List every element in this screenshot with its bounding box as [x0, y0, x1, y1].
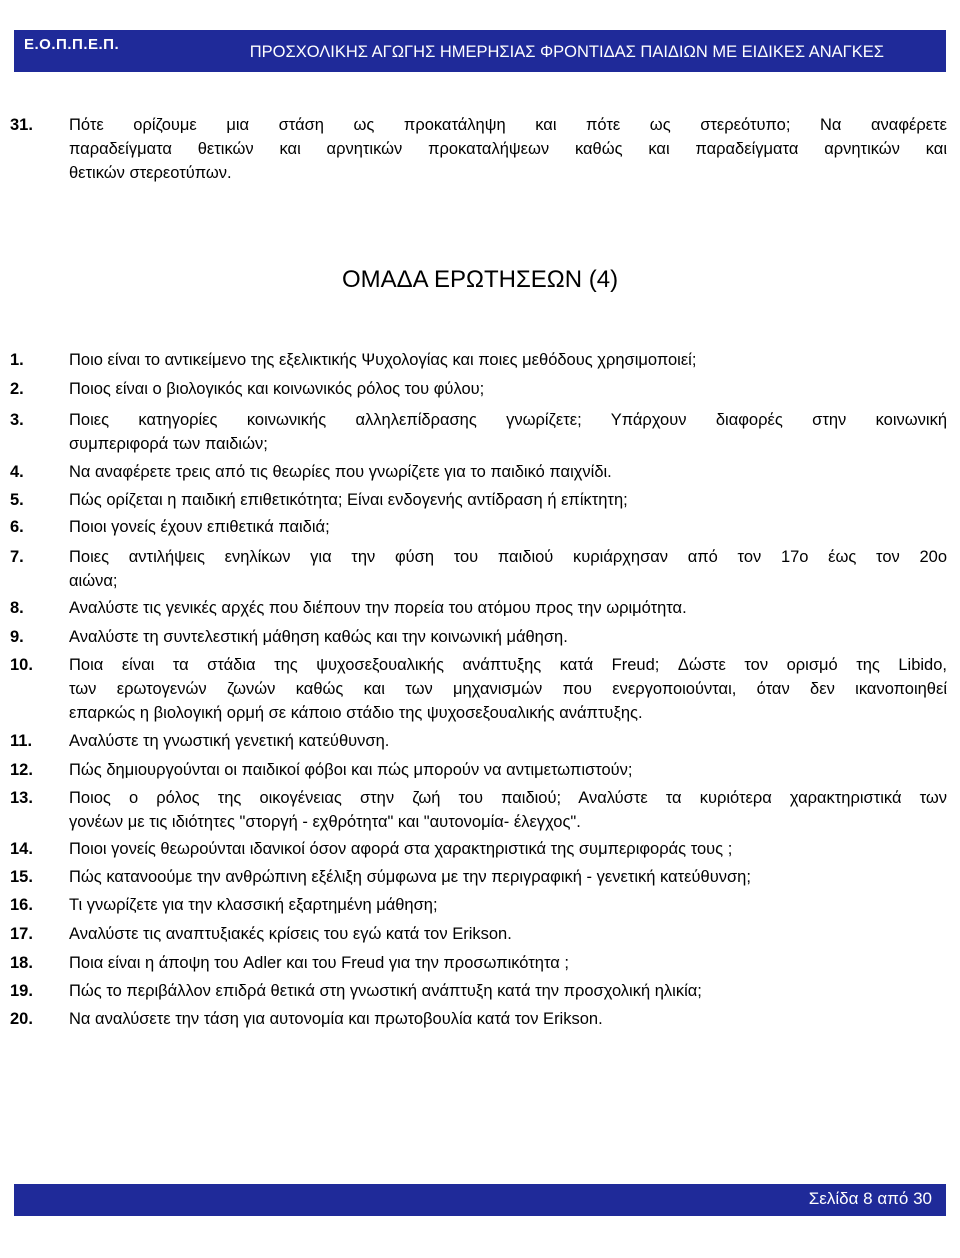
question-line: Να αναλύσετε την τάση για αυτονομία και πρωτοβουλία κατά τον Erikson.	[69, 1010, 603, 1028]
question-line: Ποια είναι η άποψη του Adler και του Freud για την προσωπικότητα ;	[69, 954, 569, 972]
question-line: Πώς ορίζεται η παιδική επιθετικότητα; Είναι ενδογενής αντίδραση ή επίκτητη;	[69, 491, 628, 509]
question-line: αιώνα;	[69, 572, 118, 590]
question-number: 7.	[10, 548, 24, 566]
question-number: 20.	[10, 1010, 33, 1028]
question-line: θετικών στερεοτύπων.	[69, 164, 232, 182]
question-line: Πώς το περιβάλλον επιδρά θετικά στη γνωστική ανάπτυξη κατά την προσχολική ηλικία;	[69, 982, 702, 1000]
question-number: 16.	[10, 896, 33, 914]
question-number: 18.	[10, 954, 33, 972]
page-header	[14, 30, 946, 72]
question-line: Να αναφέρετε τρεις από τις θεωρίες που γνωρίζετε για το παιδικό παιχνίδι.	[69, 463, 612, 481]
page-number: Σελίδα 8 από 30	[808, 1189, 932, 1208]
question-line: Αναλύστε τη συντελεστική μάθηση καθώς και την κοινωνική μάθηση.	[69, 628, 568, 646]
question-number: 8.	[10, 599, 24, 617]
question-number: 5.	[10, 491, 24, 509]
question-number: 1.	[10, 351, 24, 369]
question-line: Ποιος ο ρόλος της οικογένειας στην ζωή του παιδιού; Αναλύστε τα κυριότερα χαρακτηριστικά των	[69, 789, 947, 807]
question-number: 13.	[10, 789, 33, 807]
question-line: συμπεριφορά των παιδιών;	[69, 435, 268, 453]
question-number: 11.	[10, 732, 33, 750]
question-line: Αναλύστε τις αναπτυξιακές κρίσεις του εγώ κατά τον Erikson.	[69, 925, 512, 943]
question-line: Αναλύστε τις γενικές αρχές που διέπουν την πορεία του ατόμου προς την ωριμότητα.	[69, 599, 687, 617]
question-line: Ποιες κατηγορίες κοινωνικής αλληλεπίδρασης γνωρίζετε; Υπάρχουν διαφορές στην κοινωνική	[69, 411, 947, 429]
question-number: 17.	[10, 925, 33, 943]
question-line: Ποιες αντιλήψεις ενηλίκων για την φύση του παιδιού κυριάρχησαν από τον 17ο έως τον 20ο	[69, 548, 947, 566]
group-heading: ΟΜΑΔΑ ΕΡΩΤΗΣΕΩΝ (4)	[341, 266, 619, 293]
question-number: 12.	[10, 761, 33, 779]
question-number: 19.	[10, 982, 33, 1000]
question-number: 4.	[10, 463, 24, 481]
question-line: Πώς κατανοούμε την ανθρώπινη εξέλιξη σύμφωνα με την περιγραφική - γενετική κατεύθυνση;	[69, 868, 751, 886]
question-number: 6.	[10, 518, 24, 536]
header-organization: Ε.Ο.Π.Π.Ε.Π.	[24, 36, 120, 53]
question-line: γονέων με τις ιδιότητες "στοργή - εχθρότητα" και "αυτονομία- έλεγχος".	[69, 813, 581, 831]
question-line: Ποιοι γονείς θεωρούνται ιδανικοί όσον αφορά στα χαρακτηριστικά της συμπεριφοράς τους ;	[69, 840, 733, 858]
question-number: 9.	[10, 628, 24, 646]
question-number: 10.	[10, 656, 33, 674]
question-line: Πότε ορίζουμε μια στάση ως προκατάληψη και πότε ως στερεότυπο; Να αναφέρετε	[69, 116, 947, 134]
question-line: επαρκώς η βιολογική ορμή σε κάποιο στάδιο της ψυχοσεξουαλικής ανάπτυξης.	[69, 704, 643, 722]
question-number: 15.	[10, 868, 33, 886]
question-number: 31.	[10, 116, 33, 134]
question-line: Ποιοι γονείς έχουν επιθετικά παιδιά;	[69, 518, 330, 536]
question-line: Ποιος είναι ο βιολογικός και κοινωνικός ρόλος του φύλου;	[69, 380, 485, 398]
question-line: Πώς δημιουργούνται οι παιδικοί φόβοι και πώς μπορούν να αντιμετωπιστούν;	[69, 761, 633, 779]
question-number: 14.	[10, 840, 33, 858]
question-line: Ποια είναι τα στάδια της ψυχοσεξουαλικής ανάπτυξης κατά Freud; Δώστε τον ορισμό της Libido,	[69, 656, 947, 674]
question-line: των ερωτογενών ζωνών καθώς και των μηχανισμών που ενεργοποιούνται, όταν δεν ικανοποιηθεί	[69, 680, 947, 698]
question-line: Τι γνωρίζετε για την κλασσική εξαρτημένη μάθηση;	[69, 896, 438, 914]
question-number: 2.	[10, 380, 24, 398]
page-footer	[14, 1184, 946, 1216]
question-line: Ποιο είναι το αντικείμενο της εξελικτικής Ψυχολογίας και ποιες μεθόδους χρησιμοποιεί;	[69, 351, 697, 369]
question-number: 3.	[10, 411, 24, 429]
question-line: Αναλύστε τη γνωστική γενετική κατεύθυνση.	[69, 732, 390, 750]
question-line: παραδείγματα θετικών και αρνητικών προκαταλήψεων καθώς και παραδείγματα αρνητικών και	[69, 140, 947, 158]
header-title: ΠΡΟΣΧΟΛΙΚΗΣ ΑΓΩΓΗΣ ΗΜΕΡΗΣΙΑΣ ΦΡΟΝΤΙΔΑΣ ΠΑΙΔΙΩΝ ΜΕ ΕΙΔΙΚΕΣ ΑΝΑΓΚΕΣ	[249, 43, 884, 61]
